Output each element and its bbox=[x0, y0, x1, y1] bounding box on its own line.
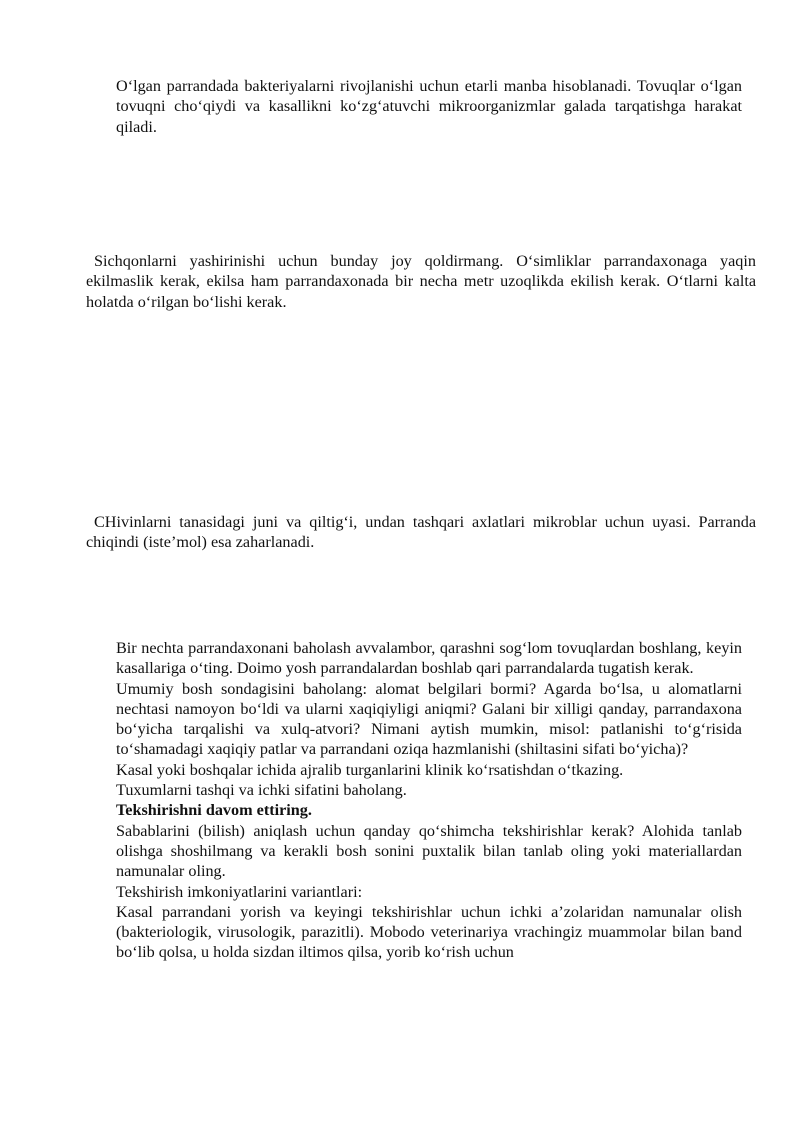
paragraph-rodents bbox=[86, 251, 756, 312]
paragraph-further-tests: Sabablarini (bilish) aniqlash uchun qanday qo‘shimcha tekshirishlar kerak? Alohida tanlab olishga shoshilmang va kerakli bosh sonini puxtalik bilan tanlab oling yoki materiallardan namunalar oling. bbox=[116, 821, 742, 881]
paragraph-text: O‘lgan parrandada bakteriyalarni rivojlanishi uchun etarli manba hisoblanadi. Tovuqlar o‘lgan tovuqni cho‘qiydi va kasallikni ko‘zg‘atuvchi mikroorganizmlar galada tarqatishga harakat qiladi. bbox=[116, 77, 742, 136]
paragraph-general-assessment: Umumiy bosh sondagisini baholang: alomat belgilari bormi? Agarda bo‘lsa, u alomatlarni nechtasi namoyon bo‘ldi va ularni xaqiqiyligi aniqmi? Galani bir xilligi qanday, parrandaxona bo‘yicha tarqalishi va xulq-atvori? Nimani aytish mumkin, misol: patlanishi to‘g‘risida to‘shamadagi xaqiqiy patlar va parrandani oziqa hazmlanishi (shiltasini sifati bo‘yicha)? bbox=[116, 679, 742, 759]
evaluation-section bbox=[116, 638, 742, 963]
paragraph-clinical-check: Kasal yoki boshqalar ichida ajralib turganlarini klinik ko‘rsatishdan o‘tkazing. bbox=[116, 760, 624, 779]
paragraph-text: Sichqonlarni yashirinishi uchun bunday joy qoldirmang. O‘simliklar parrandaxonaga yaqin ekilmaslik kerak, ekilsa ham parrandaxonada bir necha metr uzoqlikda ekilish kerak. O‘tlarni kalta holatda o‘rilgan bo‘lishi kerak. bbox=[86, 252, 756, 311]
paragraph-text: CHivinlarni tanasidagi juni va qiltig‘i, undan tashqari axlatlari mikroblar uchun uyasi. Parranda chiqindi (iste’mol) esa zaharlanadi. bbox=[86, 513, 756, 552]
paragraph-necropsy: Kasal parrandani yorish va keyingi tekshirishlar uchun ichki a’zolaridan namunalar olish (bakteriologik, virusologik, parazitli). Mobodo veterinariya vrachingiz muammolar bilan band bo‘lib qolsa, u holda sizdan iltimos qilsa, yorib ko‘rish uchun bbox=[116, 902, 742, 962]
paragraph-flies bbox=[86, 512, 756, 553]
paragraph-evaluation-start: Bir nechta parrandaxonani baholash avvalambor, qarashni sog‘lom tovuqlardan boshlang, keyin kasallariga o‘ting. Doimo yosh parrandalardan boshlab qari parrandalarda tugatish kerak. bbox=[116, 639, 742, 678]
paragraph-dead-poultry bbox=[116, 76, 742, 137]
paragraph-eggs: Tuxumlarni tashqi va ichki sifatini baholang. bbox=[116, 781, 407, 800]
section-heading: Tekshirishni davom ettiring. bbox=[116, 801, 312, 820]
paragraph-options-title: Tekshirish imkoniyatlarini variantlari: bbox=[116, 882, 363, 901]
